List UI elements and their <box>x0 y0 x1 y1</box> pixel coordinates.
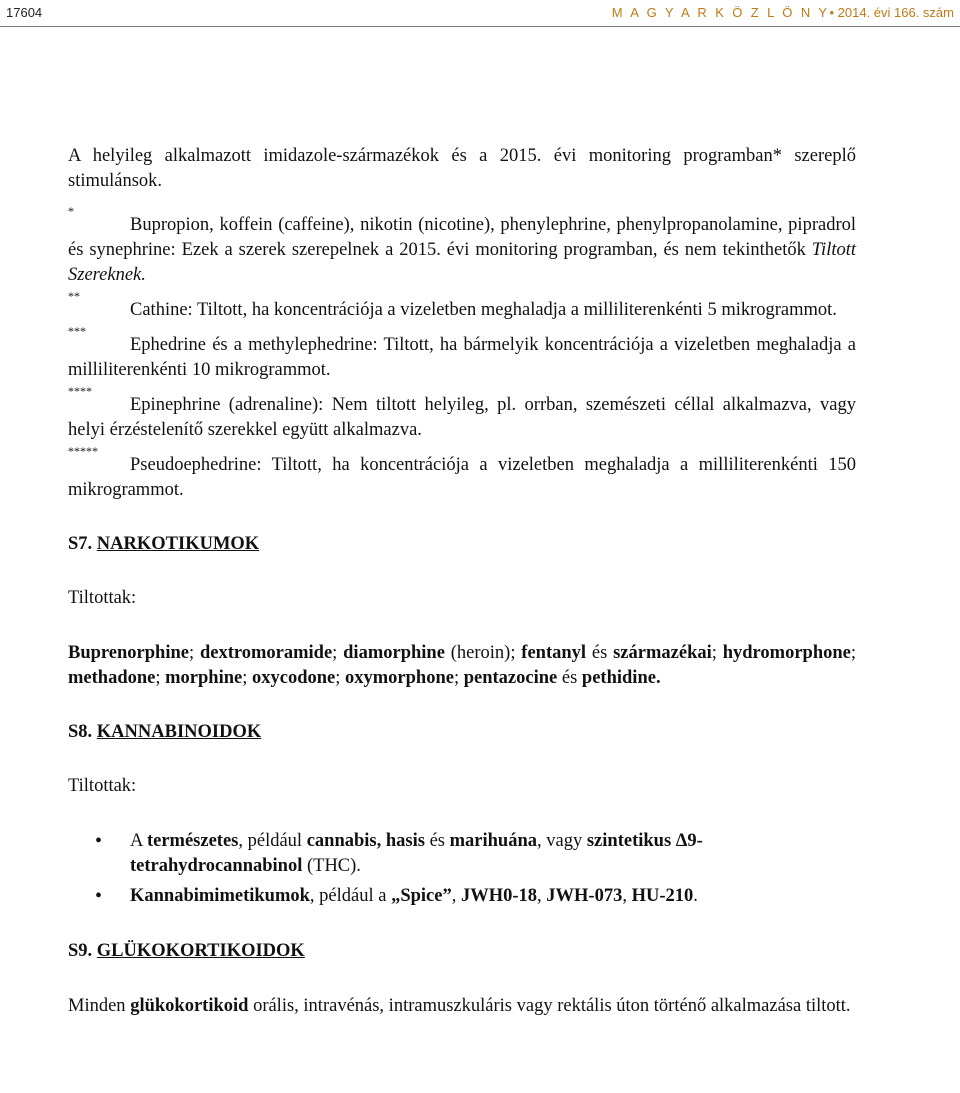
s7-prohibited-label: Tiltottak: <box>68 588 137 608</box>
drug-separator: ; <box>155 668 166 688</box>
drug-name: oxymorphone <box>345 668 454 688</box>
section-s7-heading <box>68 532 856 557</box>
intro-paragraph: A helyileg alkalmazott imidazole-származékok és a 2015. évi monitoring programban* szereplő stimulánsok. <box>68 146 856 191</box>
bullet-bold-text: szintetikus Δ9-tetrahydrocannabinol <box>130 831 703 876</box>
footnote-italic-text: Tiltott Szereknek. <box>68 240 856 285</box>
bullet-icon: • <box>95 830 103 852</box>
s9-paragraph <box>68 994 856 1019</box>
bullet-text: , <box>622 886 632 906</box>
document-body <box>68 144 856 1019</box>
page-number: 17604 <box>6 5 43 20</box>
drug-name: methadone <box>68 668 156 688</box>
footnote-marker: **** <box>68 384 92 398</box>
footnote-3 <box>68 324 856 383</box>
journal-name: M A G Y A R K Ö Z L Ö N Y <box>611 5 830 20</box>
drug-separator: (heroin); <box>444 643 522 663</box>
footnote-1 <box>68 204 856 288</box>
bullet-bold-text: cannabis, hasis <box>306 831 425 851</box>
footnotes <box>68 204 856 503</box>
bullet-text: (THC). <box>302 856 361 876</box>
bullet-text: , <box>537 886 547 906</box>
footnote-marker: *** <box>68 324 86 338</box>
footnote-4 <box>68 384 856 443</box>
bullet-item <box>68 884 856 909</box>
footnote-text: Epinephrine (adrenaline): Nem tiltott helyileg, pl. orrban, szemészeti céllal alkalmazva, vagy helyi érzéstelenítő szerekkel együtt alkalmazva. <box>68 395 856 440</box>
drug-name: Buprenorphine <box>68 643 189 663</box>
footnote-text: Cathine: Tiltott, ha koncentrációja a vizeletben meghaladja a milliliterenkénti 5 mikrogrammot. <box>130 300 837 320</box>
bullet-text: . <box>693 886 698 906</box>
footnote-text: Pseudoephedrine: Tiltott, ha koncentrációja a vizeletben meghaladja a milliliterenkénti 150 mikrogrammot. <box>68 455 856 500</box>
bullet-bold-text: marihuána <box>449 831 538 851</box>
drug-separator: ; <box>711 643 723 663</box>
bullet-text: , például <box>238 831 307 851</box>
footnote-marker: ***** <box>68 444 98 458</box>
drug-name: dextromoramide <box>199 643 333 663</box>
section-s9-heading <box>68 939 856 964</box>
section-title: NARKOTIKUMOK <box>96 534 260 554</box>
bullet-text: és <box>424 831 450 851</box>
footnote-5 <box>68 444 856 503</box>
section-title: GLÜKOKORTIKOIDOK <box>96 941 305 961</box>
bullet-bold-text: JWH0-18 <box>460 886 538 906</box>
bullet-text: , például a <box>309 886 392 906</box>
page-header <box>0 0 960 27</box>
section-title: KANNABINOIDOK <box>96 722 262 742</box>
bullet-bold-text: természetes <box>146 831 239 851</box>
footnote-marker: * <box>68 204 74 218</box>
footnote-marker: ** <box>68 289 80 303</box>
bullet-text: , vagy <box>537 831 587 851</box>
s7-drug-list <box>68 641 856 691</box>
journal-title <box>612 5 954 20</box>
bullet-text: A <box>130 831 147 851</box>
drug-separator: és <box>557 668 582 688</box>
bullet-bold-text: HU-210 <box>631 886 694 906</box>
footnote-2 <box>68 289 856 323</box>
drug-separator: ; <box>188 643 200 663</box>
drug-separator: ; <box>335 668 346 688</box>
s9-bold-term: glükokortikoid <box>130 996 249 1016</box>
s9-text-before: Minden <box>68 996 131 1016</box>
section-code: S7. <box>68 534 93 554</box>
drug-name: fentanyl <box>521 643 587 663</box>
drug-name: diamorphine <box>343 643 445 663</box>
drug-name: pethidine. <box>581 668 661 688</box>
bullet-bold-text: Kannabimimetikumok <box>130 886 310 906</box>
drug-separator: ; <box>453 668 464 688</box>
drug-separator: ; <box>242 668 252 688</box>
drug-separator: ; <box>850 643 857 663</box>
drug-name: oxycodone <box>252 668 336 688</box>
drug-name: pentazocine <box>463 668 558 688</box>
drug-separator: ; <box>332 643 344 663</box>
drug-name: morphine <box>165 668 243 688</box>
section-code: S8. <box>68 722 93 742</box>
footnote-text: Bupropion, koffein (caffeine), nikotin (nicotine), phenylephrine, phenylpropanolamine, pipradrol és synephrine: Ezek a szerek szerepelnek a 2015. évi monitoring programban, és nem tekinthetők <box>68 215 856 260</box>
bullet-item <box>68 829 856 879</box>
section-s8-heading <box>68 720 856 745</box>
bullet-text: , <box>451 886 461 906</box>
s9-text-after: orális, intravénás, intramuszkuláris vagy rektális úton történő alkalmazása tiltott. <box>248 996 851 1016</box>
bullet-bold-text: „Spice” <box>391 886 452 906</box>
drug-name: hydromorphone <box>722 643 851 663</box>
bullet-icon: • <box>95 885 103 907</box>
bullet-bold-text: JWH-073 <box>546 886 623 906</box>
s8-prohibited-label: Tiltottak: <box>68 776 137 796</box>
footnote-text: Ephedrine és a methylephedrine: Tiltott, ha bármelyik koncentrációja a vizeletben meghaladja a milliliterenkénti 10 mikrogrammot. <box>68 335 856 380</box>
drug-separator: és <box>586 643 614 663</box>
section-code: S9. <box>68 941 93 961</box>
s8-bullet-list <box>68 829 856 909</box>
issue-label: • 2014. évi 166. szám <box>829 5 954 20</box>
drug-name: származékai <box>613 643 712 663</box>
